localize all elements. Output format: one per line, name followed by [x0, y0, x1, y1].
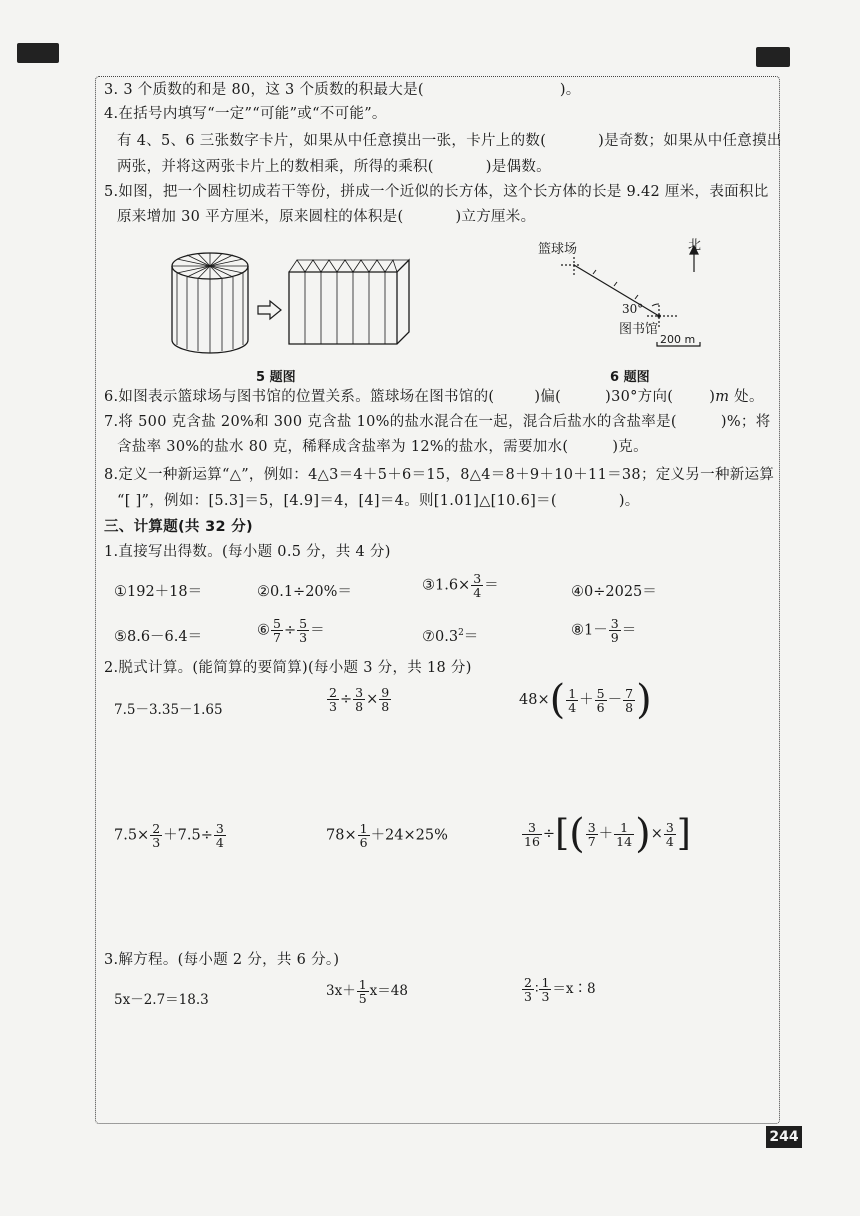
calc-expr-6: $\frac{3}{16}$ ÷[( $\frac{3}{7}$ ＋ $\frac{1}{14}$ )× $\frac{3}{4}$ ] [524, 811, 691, 857]
question-4-title: 4.在括号内填写“一定”“可能”或“不可能”。 [104, 106, 387, 122]
equation-2: 3x＋ $\frac{1}{5}$ x＝48 [326, 977, 408, 1006]
oral-item-8: ⑧1－ $\frac{3}{9}$ ＝ [571, 616, 637, 645]
corner-mark-left [17, 43, 59, 63]
equation-1: 5x－2.7＝18.3 [114, 992, 209, 1008]
question-8-line1: 8.定义一种新运算“△”，例如：4△3＝4＋5＋6＝15，8△4＝8＋9＋10＋11＝38；定义另一种新运算 [104, 467, 775, 483]
fraction: $\frac{3}{7}$ [587, 819, 596, 849]
page-number: 244 [766, 1126, 802, 1148]
fraction: $\frac{1}{3}$ [541, 975, 550, 1004]
fraction: $\frac{3}{4}$ [473, 571, 482, 600]
figure-6-caption: 6 题图 [610, 370, 650, 385]
oral-item-4: ④0÷2025＝ [571, 584, 657, 600]
question-7-line1: 7.将 500 克含盐 20%和 300 克含盐 10%的盐水混合在一起，混合后盐水的含盐率是( )%；将 [104, 414, 771, 430]
oral-item-1: ①192＋18＝ [114, 584, 203, 600]
equation-3: $\frac{2}{3}$ ∶ $\frac{1}{3}$ ＝x∶8 [524, 975, 596, 1004]
fraction: $\frac{2}{3}$ [524, 975, 532, 1004]
fraction: $\frac{3}{8}$ [355, 685, 364, 714]
fraction: $\frac{1}{5}$ [358, 977, 367, 1006]
fraction: $\frac{5}{3}$ [299, 616, 308, 645]
calc-expr-2: $\frac{2}{3}$ ÷ $\frac{3}{8}$ × $\frac{9}{8}$ [329, 685, 390, 714]
question-4-line2: 两张，并将这两张卡片上的数相乘，所得的乘积( )是偶数。 [117, 159, 551, 175]
fraction: $\frac{9}{8}$ [381, 685, 390, 714]
calc-expr-1: 7.5－3.35－1.65 [114, 702, 223, 718]
fraction: $\frac{3}{9}$ [610, 616, 619, 645]
label-basketball-court: 篮球场 [538, 242, 578, 257]
part-1-title: 1.直接写出得数。(每小题 0.5 分，共 4 分) [104, 544, 391, 560]
label-scale-200m: 200 m [660, 333, 696, 346]
fraction: $\frac{5}{7}$ [273, 616, 281, 645]
fraction: $\frac{5}{6}$ [596, 685, 605, 715]
question-5-line2: 原来增加 30 平方厘米，原来圆柱的体积是( )立方厘米。 [117, 209, 536, 225]
question-7-line2: 含盐率 30%的盐水 80 克，稀释成含盐率为 12%的盐水，需要加水( )克。 [117, 439, 648, 455]
label-north: 北 [688, 238, 702, 253]
fraction: $\frac{3}{16}$ [524, 819, 540, 849]
question-4-line1: 有 4、5、6 三张数字卡片，如果从中任意摸出一张，卡片上的数( )是奇数；如果从中任意摸出 [117, 133, 782, 149]
question-5-line1: 5.如图，把一个圆柱切成若干等份，拼成一个近似的长方体，这个长方体的长是 9.42 厘米，表面积比 [104, 184, 769, 200]
calc-expr-4: 7.5× $\frac{2}{3}$ ＋7.5÷ $\frac{3}{4}$ [114, 821, 224, 850]
fraction: $\frac{1}{6}$ [359, 821, 368, 850]
label-library: 图书馆 [619, 322, 659, 337]
fraction: $\frac{3}{4}$ [215, 821, 224, 850]
oral-item-6: ⑥ $\frac{5}{7}$ ÷ $\frac{5}{3}$ ＝ [257, 616, 325, 645]
calc-expr-3: 48×( $\frac{1}{4}$ ＋ $\frac{5}{6}$ － $\frac{7}{8}$ ) [519, 677, 652, 723]
calc-expr-5: 78× $\frac{1}{6}$ ＋24×25% [326, 821, 448, 850]
question-6: 6.如图表示篮球场与图书馆的位置关系。篮球场在图书馆的( )偏( )30°方向( )m 处。 [104, 389, 764, 405]
fraction: $\frac{7}{8}$ [625, 685, 634, 715]
corner-mark-right [756, 47, 790, 67]
fraction: $\frac{1}{4}$ [568, 685, 577, 715]
oral-item-7: $⑦0.3^2=$ [422, 628, 479, 645]
fraction: $\frac{3}{4}$ [665, 819, 674, 849]
label-30-degree: 30° [622, 302, 644, 316]
question-3: 3. 3 个质数的和是 80，这 3 个质数的积最大是( )。 [104, 82, 581, 98]
section-3-title: 三、计算题(共 32 分) [104, 519, 253, 535]
fraction: $\frac{2}{3}$ [152, 821, 161, 850]
part-2-title: 2.脱式计算。(能简算的要简算)(每小题 3 分，共 18 分) [104, 660, 472, 676]
oral-item-5: ⑤8.6－6.4＝ [114, 629, 203, 645]
oral-item-3: ③1.6× $\frac{3}{4}$ ＝ [422, 571, 499, 600]
part-3-title: 3.解方程。(每小题 2 分，共 6 分。) [104, 952, 340, 968]
fraction: $\frac{2}{3}$ [329, 685, 337, 714]
oral-item-2: ②0.1÷20%＝ [257, 584, 352, 600]
question-8-line2: “[ ]”，例如：[5.3]＝5，[4.9]＝4，[4]＝4。则[1.01]△[10.6]＝( )。 [117, 493, 640, 509]
fraction: $\frac{1}{14}$ [616, 819, 633, 849]
figure-5-caption: 5 题图 [256, 370, 296, 385]
figure-5-cylinder-to-cuboid [165, 240, 425, 360]
